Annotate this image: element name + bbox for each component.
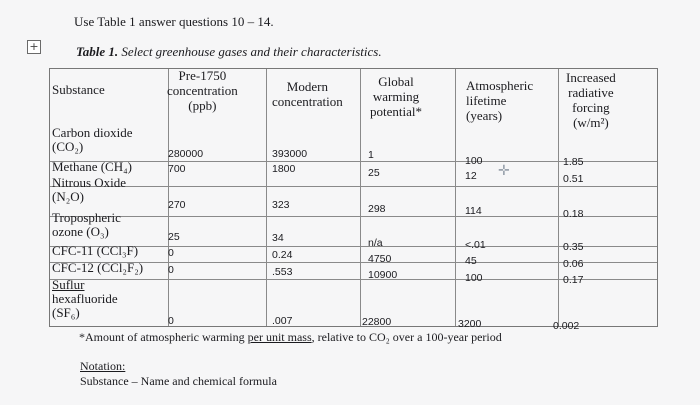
modern-cell: 1800 xyxy=(272,163,296,175)
footnote-underlined: per unit mass xyxy=(247,330,312,344)
header-modern xyxy=(272,79,343,109)
substance-line: CFC-11 (CCl₃F) xyxy=(52,243,139,258)
header-line: (years) xyxy=(466,108,503,123)
header-substance: Substance xyxy=(52,82,105,97)
header-forcing xyxy=(566,70,616,130)
column-divider xyxy=(455,69,456,326)
substance-cell xyxy=(52,244,138,258)
modern-cell: .553 xyxy=(272,266,293,278)
forcing-cell: 0.17 xyxy=(563,274,584,286)
forcing-cell: 0.51 xyxy=(563,173,584,185)
column-divider xyxy=(360,69,361,326)
modern-cell: 323 xyxy=(272,199,290,211)
substance-cell xyxy=(52,126,133,154)
substance-cell xyxy=(52,160,132,174)
row-divider xyxy=(50,186,657,187)
pre1750-cell: 0 xyxy=(168,264,174,276)
substance-line: CFC-12 (CCl₂F₂) xyxy=(52,260,144,275)
lifetime-cell: <.01 xyxy=(465,239,486,251)
header-line: (ppb) xyxy=(188,98,217,113)
header-pre1750 xyxy=(167,68,238,113)
header-line: concentration xyxy=(272,94,343,109)
header-gwp xyxy=(370,74,422,119)
header-line: (w/m²) xyxy=(573,115,609,130)
substance-cell xyxy=(52,261,143,275)
forcing-cell: 0.35 xyxy=(563,241,584,253)
footnote-text: , relative to CO₂ over a 100-year period xyxy=(311,330,502,344)
pre1750-cell: 270 xyxy=(168,199,186,211)
footnote xyxy=(79,330,502,345)
caption-label: Table 1. xyxy=(76,44,119,59)
header-line: radiative xyxy=(568,85,614,100)
substance-line: Nitrous Oxide xyxy=(52,175,127,190)
header-line: forcing xyxy=(572,100,610,115)
footnote-text: *Amount of atmospheric warming xyxy=(79,330,248,344)
lifetime-cell: 114 xyxy=(465,205,482,217)
forcing-cell: 0.06 xyxy=(563,258,584,270)
gwp-cell: 22800 xyxy=(362,316,392,328)
forcing-cell: 0.002 xyxy=(553,320,580,332)
gwp-cell: 4750 xyxy=(368,253,392,265)
gwp-cell: 25 xyxy=(368,167,380,179)
crosshair-cursor-icon: ✛ xyxy=(498,163,510,179)
substance-cell xyxy=(52,278,118,320)
modern-cell: 34 xyxy=(272,232,284,244)
substance-line: ozone (O₃) xyxy=(52,224,109,239)
table-caption xyxy=(76,44,382,60)
substance-line: Carbon dioxide xyxy=(52,125,133,140)
pre1750-cell: 25 xyxy=(168,231,180,243)
lifetime-cell: 45 xyxy=(465,255,477,267)
pre1750-cell: 0 xyxy=(168,315,174,327)
forcing-cell: 1.85 xyxy=(563,156,584,168)
header-line: Increased xyxy=(566,70,616,85)
lifetime-cell: 3200 xyxy=(458,318,482,330)
gwp-cell: 10900 xyxy=(368,269,398,281)
notation-text: Substance – Name and chemical formula xyxy=(80,374,277,388)
table-move-handle-icon[interactable]: + xyxy=(27,40,41,54)
gwp-cell: n/a xyxy=(368,237,383,249)
substance-line: Methane (CH₄) xyxy=(52,159,132,174)
substance-cell xyxy=(52,176,126,204)
modern-cell: 393000 xyxy=(272,148,308,160)
header-line: potential* xyxy=(370,104,422,119)
pre1750-cell: 700 xyxy=(168,163,186,175)
modern-cell: 0.24 xyxy=(272,249,293,261)
header-line: concentration xyxy=(167,83,238,98)
lifetime-cell: 100 xyxy=(465,272,483,284)
lifetime-cell: 12 xyxy=(465,170,477,182)
substance-line: (SF₆) xyxy=(52,305,80,320)
caption-text: Select greenhouse gases and their characteristics. xyxy=(121,44,382,59)
substance-line: Tropospheric xyxy=(52,210,121,225)
header-lifetime xyxy=(466,78,533,123)
pre1750-cell: 0 xyxy=(168,247,174,259)
substance-line: (N₂O) xyxy=(52,189,84,204)
header-line: warming xyxy=(372,89,420,104)
substance-line: (CO₂) xyxy=(52,139,84,154)
header-line: lifetime xyxy=(466,93,507,108)
instruction-text: Use Table 1 answer questions 10 – 14. xyxy=(74,14,274,29)
forcing-cell: 0.18 xyxy=(563,208,584,220)
substance-line: hexafluoride xyxy=(52,291,118,306)
gwp-cell: 298 xyxy=(368,203,386,215)
header-line: Pre-1750 xyxy=(178,68,227,83)
pre1750-cell: 280000 xyxy=(168,148,204,160)
header-line: Modern xyxy=(286,79,328,94)
column-divider xyxy=(558,69,559,326)
substance-line: Suflur xyxy=(52,277,85,292)
lifetime-cell: 100 xyxy=(465,155,483,167)
column-divider xyxy=(266,69,267,326)
notation-title: Notation: xyxy=(80,359,126,373)
header-line: Global xyxy=(378,74,414,89)
header-line: Atmospheric xyxy=(466,78,534,93)
gwp-cell: 1 xyxy=(368,149,374,161)
substance-cell xyxy=(52,211,121,239)
modern-cell: .007 xyxy=(272,315,293,327)
